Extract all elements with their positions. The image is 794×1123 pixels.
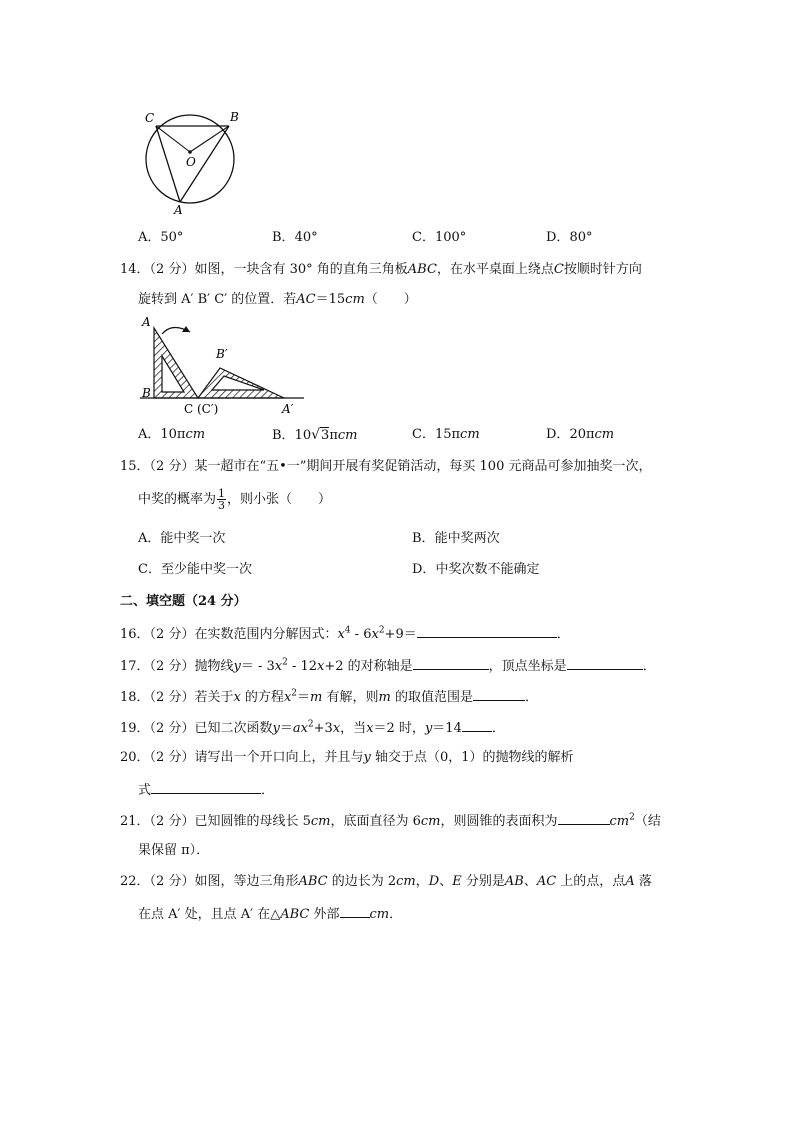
radius-oc xyxy=(156,126,190,152)
answer-blank[interactable] xyxy=(558,812,610,825)
q14-line1: 14．（2 分）如图，一块含有 30° 角的直角三角板ABC，在水平桌面上绕点C按顺时针方向 xyxy=(120,262,642,277)
q15-line2: 中奖的概率为 $\frac{1}{3}$ ，则小张（ ） xyxy=(138,487,332,512)
label-a: A xyxy=(174,203,183,217)
q22-line1: 22．（2 分）如图，等边三角形ABC 的边长为 2cm，D、E 分别是AB、AC 上的点，点A 落 xyxy=(120,874,652,889)
answer-blank[interactable] xyxy=(462,719,492,732)
probability-fraction: $\frac{1}{3}$ xyxy=(218,487,226,512)
fig14-label-c: C (C′) xyxy=(184,402,219,416)
q16-line: 16．（2 分）在实数范围内分解因式：$x^4 - 6x^2+9=$ ． xyxy=(120,625,570,642)
triangle-rotation-figure xyxy=(136,310,316,422)
label-c: C xyxy=(145,111,155,125)
q13-option-c: C．100° xyxy=(412,230,467,245)
q14-option-c: C．15πcm xyxy=(412,427,480,442)
q20-line1: 20．（2 分）请写出一个开口向上，并且与y 轴交于点（0，1）的抛物线的解析 xyxy=(120,750,574,765)
q17-line: 17．（2 分）抛物线$y= - 3x^2 - 12x+2$ 的对称轴是 ，顶点坐标是 ． xyxy=(120,657,656,674)
answer-blank[interactable] xyxy=(151,781,261,794)
circle-figure xyxy=(136,108,248,218)
fig14-label-a: A xyxy=(142,315,151,329)
answer-blank[interactable] xyxy=(417,625,557,638)
q22-line2: 在点 A′ 处，且点 A′ 在△ABC 外部 cm． xyxy=(138,907,403,922)
q14-option-a: A．10πcm xyxy=(138,427,206,442)
q15-option-b: B．能中奖两次 xyxy=(412,531,500,546)
q13-option-b: B．40° xyxy=(272,230,318,245)
q15-option-d: D．中奖次数不能确定 xyxy=(412,562,540,577)
answer-blank[interactable] xyxy=(413,657,489,670)
q18-line: 18．（2 分）若关于x 的方程$x^2=m$ 有解，则m 的取值范围是 ． xyxy=(120,688,538,705)
answer-blank[interactable] xyxy=(340,905,370,918)
radius-ob xyxy=(190,126,229,152)
q21-line1: 21．（2 分）已知圆锥的母线长 5cm，底面直径为 6cm，则圆锥的表面积为 $cm^2$（结 xyxy=(120,812,661,829)
set-square-rotated xyxy=(198,368,284,398)
q14-option-b: B．10√3πcm xyxy=(272,427,358,443)
label-o: O xyxy=(186,155,196,169)
center-dot xyxy=(188,150,192,154)
q15-option-c: C．至少能中奖一次 xyxy=(138,562,252,577)
fig14-label-b: B xyxy=(142,386,151,400)
q13-option-a: A．50° xyxy=(138,230,184,245)
q19-line: 19．（2 分）已知二次函数$y=ax^2+3x$，当x＝2 时，y＝14 ． xyxy=(120,719,505,736)
q20-line2: 式 ． xyxy=(138,783,275,798)
answer-blank[interactable] xyxy=(473,688,525,701)
q14-line2: 旋转到 A′ B′ C′ 的位置．若AC＝15cm（ ） xyxy=(138,292,417,307)
section-heading: 二、填空题（24 分） xyxy=(120,594,247,609)
q21-line2: 果保留 π）． xyxy=(138,843,210,858)
label-b: B xyxy=(230,110,239,124)
answer-blank[interactable] xyxy=(567,657,643,670)
set-square-original xyxy=(154,328,198,398)
q15-line1: 15．（2 分）某一超市在“五•一”期间开展有奖促销活动，每买 100 元商品可参加抽奖一次， xyxy=(120,459,652,474)
q14-option-d: D．20πcm xyxy=(546,427,615,442)
fig14-label-ap: A′ xyxy=(282,402,294,416)
fig14-label-bp: B′ xyxy=(216,347,228,361)
q15-option-a: A．能中奖一次 xyxy=(138,531,226,546)
q13-option-d: D．80° xyxy=(546,230,593,245)
